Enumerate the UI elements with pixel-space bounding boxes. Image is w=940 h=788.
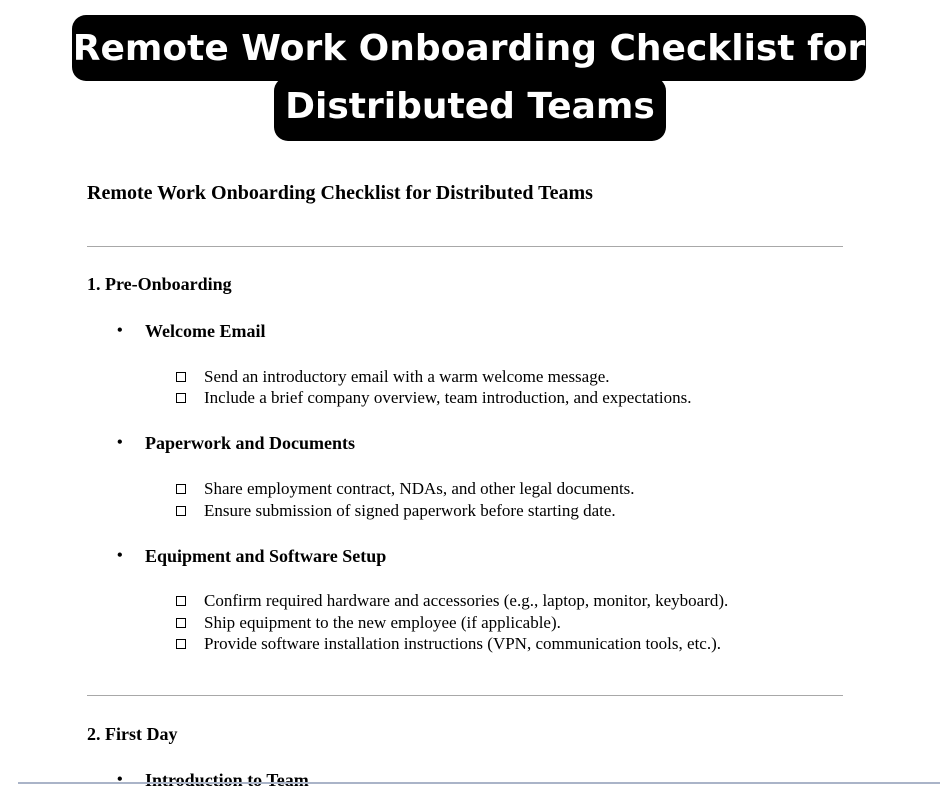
group-title: Welcome Email (145, 321, 266, 341)
bullet-icon: • (117, 434, 123, 451)
title-banner (0, 0, 940, 150)
checkbox-icon[interactable] (176, 639, 186, 649)
checklist-item-text: Provide software installation instructions (VPN, communication tools, etc.). (204, 634, 721, 653)
checkbox-icon[interactable] (176, 484, 186, 494)
page-bottom-edge (18, 782, 940, 784)
checklist-item-text: Send an introductory email with a warm welcome message. (204, 367, 610, 386)
document-title: Remote Work Onboarding Checklist for Distributed Teams (87, 182, 593, 204)
bullet-icon: • (117, 771, 123, 788)
checkbox-icon[interactable] (176, 506, 186, 516)
checkbox-icon[interactable] (176, 372, 186, 382)
group-title: Paperwork and Documents (145, 433, 355, 453)
checklist-item-text: Ensure submission of signed paperwork before starting date. (204, 501, 616, 520)
section-heading-pre-onboarding: 1. Pre-Onboarding (87, 274, 232, 294)
group-title: Equipment and Software Setup (145, 546, 387, 566)
banner-title-line-2: Distributed Teams (274, 77, 666, 141)
checklist-item-text: Confirm required hardware and accessories (e.g., laptop, monitor, keyboard). (204, 591, 729, 610)
checklist-item-text: Ship equipment to the new employee (if applicable). (204, 613, 561, 632)
document-page (0, 150, 940, 788)
bullet-icon: • (117, 322, 123, 339)
checklist-item-text: Include a brief company overview, team introduction, and expectations. (204, 388, 692, 407)
checklist-item-text: Share employment contract, NDAs, and other legal documents. (204, 479, 635, 498)
checkbox-icon[interactable] (176, 618, 186, 628)
divider (87, 246, 843, 247)
bullet-icon: • (117, 547, 123, 564)
checkbox-icon[interactable] (176, 393, 186, 403)
divider (87, 695, 843, 696)
checkbox-icon[interactable] (176, 596, 186, 606)
group-title: Introduction to Team (145, 770, 309, 788)
banner-title-line-1: Remote Work Onboarding Checklist for (72, 15, 866, 81)
section-heading-first-day: 2. First Day (87, 724, 178, 744)
